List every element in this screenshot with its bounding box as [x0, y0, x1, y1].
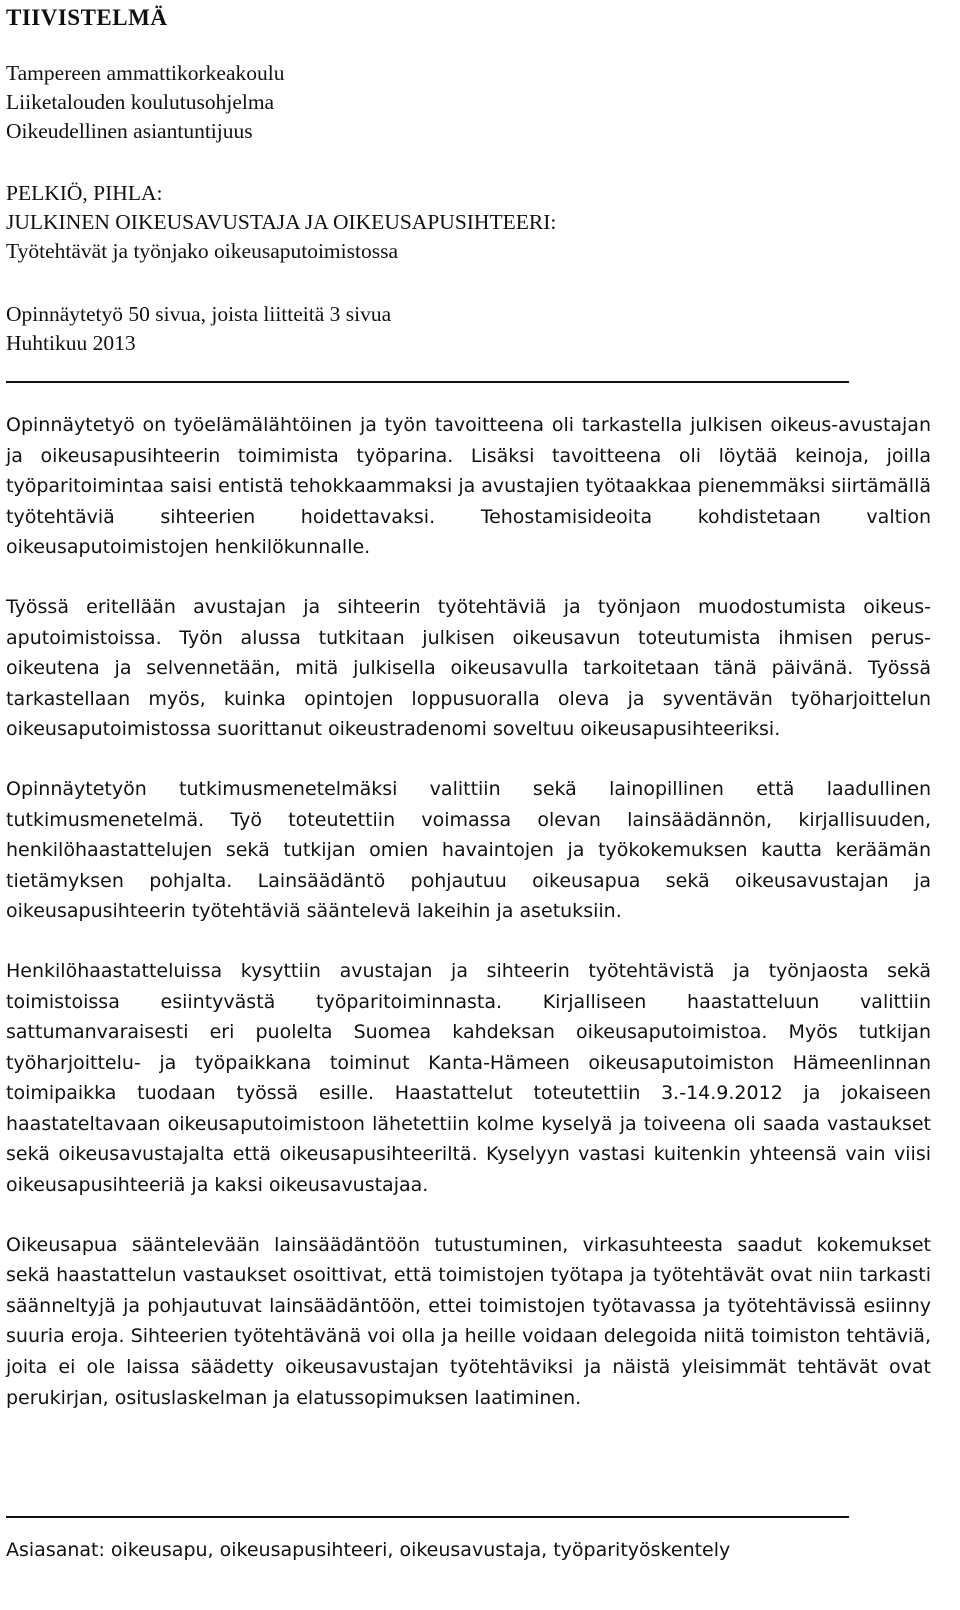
author-block	[6, 179, 556, 266]
keywords-line: Asiasanat: oikeusapu, oikeusapusihteeri, oikeusavustaja, työparityöskentely	[6, 1539, 731, 1561]
abstract-paragraph: Oikeusapua sääntelevään lainsäädäntöön tutustuminen, virkasuhteesta saadut kokemukset sekä haastattelun vastaukset osoittivat, että toimistojen työtapa ja työtehtävät ovat niin tarkasti säänneltyjä ja pohjautuvat lainsäädäntöön, ettei toimistojen työtavassa ja työtehtävissä esiinny suuria eroja. Sihteerien työtehtävänä voi olla ja heille voidaan delegoida niitä toimiston tehtäviä, joita ei ole laissa säädetty oikeusavustajan työtehtäviksi ja näistä yleisimmät tehtävät ovat perukirjan, osituslaskelman ja elatussopimuksen laatiminen.	[6, 1233, 931, 1409]
abstract-paragraph: Työssä eritellään avustajan ja sihteerin työtehtäviä ja työnjaon muodostumista oikeus-aputoimistoissa. Työn alussa tutkitaan julkisen oikeusavun toteutumista ihmisen perus-oikeutena ja selvennetään, mitä julkisella oikeusavulla tarkoitetaan tänä päivänä. Työssä tarkastellaan myös, kuinka opintojen loppusuoralla oleva ja syventävän työharjoittelun oikeusaputoimistossa suorittanut oikeustradenomi soveltuu oikeusapusihteeriksi.	[6, 595, 931, 741]
abstract-paragraph: Opinnäytetyön tutkimusmenetelmäksi valittiin sekä lainopillinen että laadullinen tutkimusmenetelmä. Työ toteutettiin voimassa olevan lainsäädännön, kirjallisuuden, henkilöhaastattelujen sekä tutkijan omien havaintojen ja työkokemuksen kautta keräämän tietämyksen pohjalta. Lainsäädäntö pohjautuu oikeusapua sekä oikeusavustajan ja oikeusapusihteerin työtehtäviä sääntelevä lakeihin ja asetuksiin.	[6, 777, 931, 923]
school-name: Tampereen ammattikorkeakoulu	[6, 61, 285, 85]
publication-date: Huhtikuu 2013	[6, 331, 136, 355]
programme-name: Liiketalouden koulutusohjelma	[6, 90, 275, 114]
thesis-title: JULKINEN OIKEUSAVUSTAJA JA OIKEUSAPUSIHTEERI:	[6, 210, 557, 234]
meta-block	[6, 300, 391, 358]
page-count: Opinnäytetyö 50 sivua, joista liitteitä 3 sivua	[6, 302, 392, 326]
page-title: TIIVISTELMÄ	[6, 5, 168, 30]
institution-block	[6, 59, 284, 146]
top-divider	[6, 381, 849, 383]
bottom-divider	[6, 1516, 849, 1518]
author-name: PELKIÖ, PIHLA:	[6, 181, 163, 205]
abstract-paragraph: Henkilöhaastatteluissa kysyttiin avustajan ja sihteerin työtehtävistä ja työnjaosta sekä toimistoissa esiintyvästä työparitoiminnasta. Kirjalliseen haastatteluun valittiin sattumanvaraisesti eri puolelta Suomea kahdeksan oikeusaputoimistoa. Myös tutkijan työharjoittelu- ja työpaikkana toiminut Kanta-Hämeen oikeusaputoimiston Hämeenlinnan toimipaikka tuodaan työssä esille. Haastattelut toteutettiin 3.-14.9.2012 ja jokaiseen haastateltavaan oikeusaputoimistoon lähetettiin kolme kyselyä ja toiveena oli saada vastaukset sekä oikeusavustajalta että oikeusapusihteeriltä. Kyselyyn vastasi kuitenkin yhteensä vain viisi oikeusapusihteeriä ja kaksi oikeusavustajaa.	[6, 959, 931, 1197]
abstract-paragraph: Opinnäytetyö on työelämälähtöinen ja työn tavoitteena oli tarkastella julkisen oikeus-avustajan ja oikeusapusihteerin toimimista työparina. Lisäksi tavoitteena oli löytää keinoja, joilla työparitoimintaa saisi entistä tehokkaammaksi ja avustajien työtaakkaa pienemmäksi siirtämällä työtehtäviä sihteerien hoidettavaksi. Tehostamisideoita kohdistetaan valtion oikeusaputoimistojen henkilökunnalle.	[6, 414, 931, 559]
specialisation-name: Oikeudellinen asiantuntijuus	[6, 119, 253, 143]
thesis-subtitle: Työtehtävät ja työnjako oikeusaputoimistossa	[6, 239, 398, 263]
abstract-body	[6, 410, 931, 1442]
